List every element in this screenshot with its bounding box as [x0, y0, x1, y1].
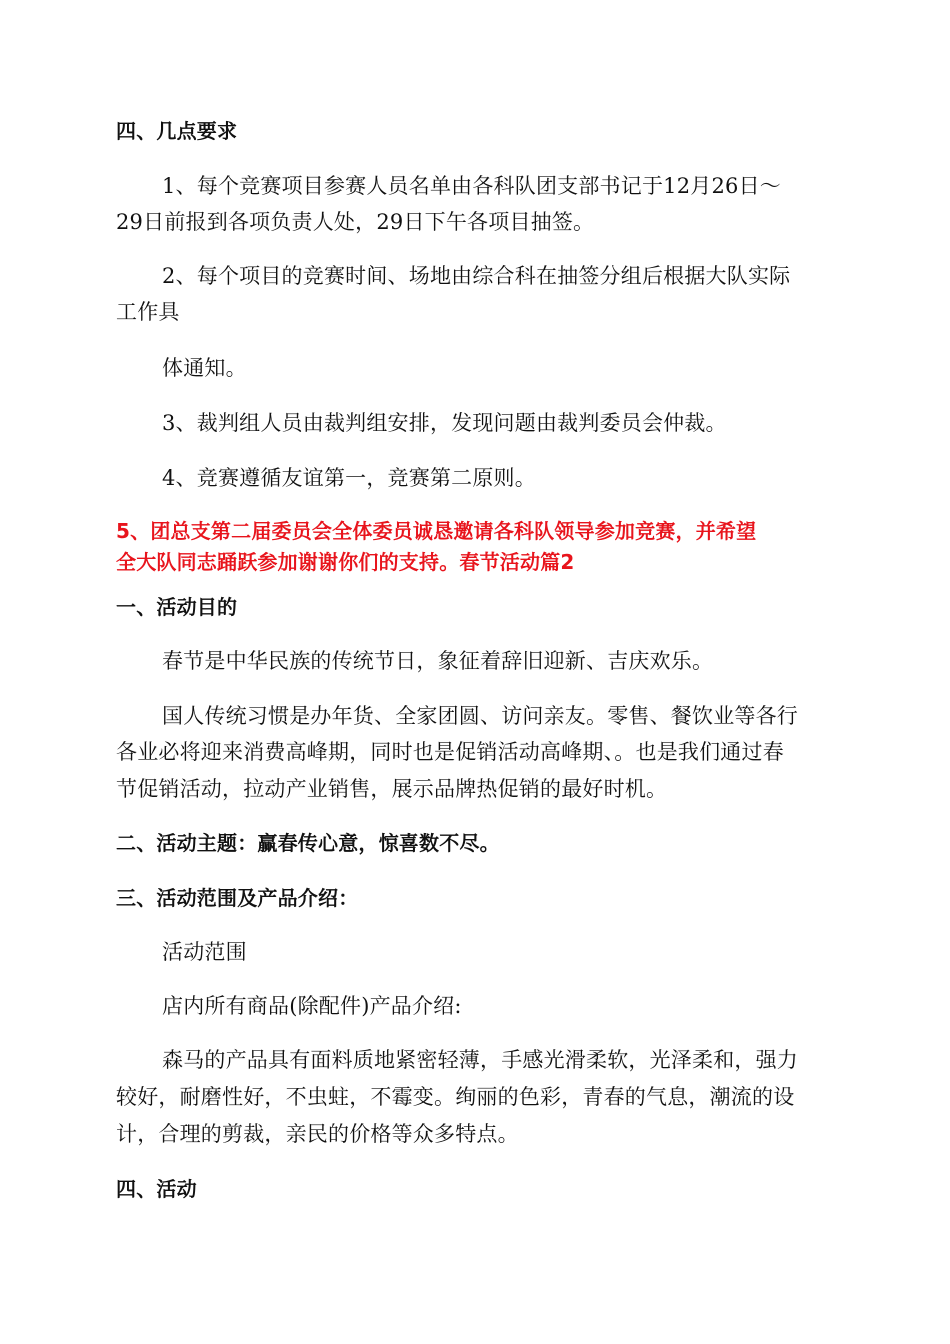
requirement-2-line-3: 体通知。	[162, 356, 247, 380]
invitation-notice-line-2: 全大队同志踊跃参加谢谢你们的支持。春节活动篇2	[116, 550, 575, 574]
section-heading-theme: 二、活动主题：赢春传心意，惊喜数不尽。	[116, 831, 500, 855]
section-heading-requirements: 四、几点要求	[116, 119, 238, 143]
purpose-paragraph-2-line-2: 各业必将迎来消费高峰期，同时也是促销活动高峰期、。也是我们通过春	[116, 740, 784, 764]
purpose-paragraph-2-line-3: 节促销活动，拉动产业销售，展示品牌热促销的最好时机。	[116, 777, 668, 801]
invitation-notice-line-1: 5、团总支第二届委员会全体委员诚恳邀请各科队领导参加竞赛，并希望	[116, 519, 757, 543]
product-description-line-3: 计，合理的剪裁，亲民的价格等众多特点。	[116, 1122, 519, 1146]
purpose-paragraph-2-line-1: 国人传统习惯是办年货、全家团圆、访问亲友。零售、餐饮业等各行	[162, 704, 798, 728]
requirement-4: 4、竞赛遵循友谊第一，竞赛第二原则。	[162, 466, 536, 490]
section-heading-purpose: 一、活动目的	[116, 595, 238, 619]
section-heading-activity: 四、活动	[116, 1177, 197, 1201]
scope-text: 店内所有商品(除配件)产品介绍:	[162, 994, 462, 1018]
requirement-1-line-2: 29日前报到各项负责人处，29日下午各项目抽签。	[116, 210, 595, 234]
scope-label: 活动范围	[162, 940, 247, 964]
product-description-line-2: 较好，耐磨性好，不虫蛀，不霉变。绚丽的色彩，青春的气息，潮流的设	[116, 1085, 795, 1109]
requirement-3: 3、裁判组人员由裁判组安排，发现问题由裁判委员会仲裁。	[162, 411, 727, 435]
purpose-paragraph-1: 春节是中华民族的传统节日，象征着辞旧迎新、吉庆欢乐。	[162, 649, 714, 673]
requirement-2-line-2: 工作具	[116, 300, 180, 324]
requirement-1-line-1: 1、每个竞赛项目参赛人员名单由各科队团支部书记于12月26日～	[162, 174, 782, 198]
product-description-line-1: 森马的产品具有面料质地紧密轻薄，手感光滑柔软，光泽柔和，强力	[162, 1048, 798, 1072]
section-heading-scope: 三、活动范围及产品介绍：	[116, 886, 359, 910]
requirement-2-line-1: 2、每个项目的竞赛时间、场地由综合科在抽签分组后根据大队实际	[162, 264, 791, 288]
